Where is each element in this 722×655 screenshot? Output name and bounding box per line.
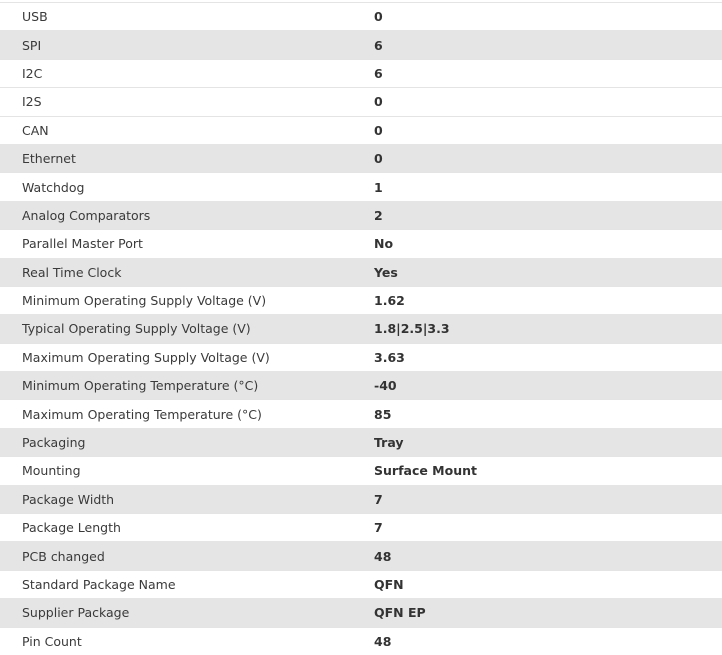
spec-row-package-length <box>0 513 722 541</box>
spec-label: Mounting <box>22 463 81 479</box>
spec-value: QFN EP <box>374 605 426 621</box>
spec-value: 85 <box>374 406 392 422</box>
spec-value: 0 <box>374 9 383 25</box>
spec-label: Typical Operating Supply Voltage (V) <box>22 321 251 337</box>
spec-label: Ethernet <box>22 151 76 167</box>
spec-row-real-time-clock <box>0 258 722 286</box>
spec-label: Pin Count <box>22 633 82 649</box>
spec-row-i2s <box>0 87 722 115</box>
spec-label: USB <box>22 9 48 25</box>
spec-row-parallel-master-port <box>0 229 722 257</box>
spec-label: I2S <box>22 94 42 110</box>
spec-row-standard-package-name <box>0 570 722 598</box>
spec-value: 1.8|2.5|3.3 <box>374 321 450 337</box>
spec-row-max-temperature <box>0 399 722 427</box>
spec-value: 0 <box>374 151 383 167</box>
spec-value: 7 <box>374 491 383 507</box>
spec-label: Standard Package Name <box>22 577 176 592</box>
spec-label: Package Width <box>22 491 115 507</box>
spec-value: QFN <box>374 577 404 592</box>
spec-label: PCB changed <box>22 548 105 564</box>
spec-row-package-width <box>0 485 722 513</box>
spec-row-pcb-changed <box>0 541 722 569</box>
spec-row-i2c <box>0 59 722 87</box>
spec-value: 6 <box>374 37 383 53</box>
spec-row-spi <box>0 30 722 58</box>
spec-row-min-temperature <box>0 371 722 399</box>
spec-row-min-supply-voltage <box>0 286 722 314</box>
spec-value: 7 <box>374 520 383 536</box>
spec-row-ethernet <box>0 144 722 172</box>
spec-value: Surface Mount <box>374 463 477 479</box>
spec-value: 2 <box>374 207 383 223</box>
spec-value: 0 <box>374 122 383 138</box>
spec-label: Parallel Master Port <box>22 236 143 252</box>
spec-row-can <box>0 116 722 144</box>
spec-label: Maximum Operating Supply Voltage (V) <box>22 349 270 365</box>
spec-value: 1 <box>374 179 383 195</box>
spec-value: No <box>374 236 394 252</box>
spec-row-watchdog <box>0 172 722 200</box>
spec-row-pin-count <box>0 627 722 655</box>
spec-label: Analog Comparators <box>22 207 151 223</box>
spec-row-supplier-package <box>0 598 722 626</box>
spec-value: 6 <box>374 65 383 81</box>
spec-row-packaging <box>0 428 722 456</box>
specifications-table <box>0 2 722 655</box>
spec-value: 0 <box>374 94 383 110</box>
spec-value: 1.62 <box>374 293 405 309</box>
spec-row-max-supply-voltage <box>0 343 722 371</box>
spec-value: -40 <box>374 378 397 394</box>
spec-label: Package Length <box>22 520 121 536</box>
spec-value: Yes <box>374 264 398 280</box>
spec-value: Tray <box>374 435 404 451</box>
spec-value: 3.63 <box>374 349 405 365</box>
spec-row-typ-supply-voltage <box>0 314 722 342</box>
spec-label: Minimum Operating Supply Voltage (V) <box>22 293 267 309</box>
spec-label: Real Time Clock <box>22 264 122 280</box>
spec-row-mounting <box>0 456 722 484</box>
spec-row-usb <box>0 2 722 30</box>
spec-row-analog-comparators <box>0 201 722 229</box>
spec-label: Minimum Operating Temperature (°C) <box>22 378 259 394</box>
spec-label: Packaging <box>22 435 86 451</box>
spec-label: I2C <box>22 65 43 81</box>
spec-label: SPI <box>22 37 42 53</box>
spec-value: 48 <box>374 548 392 564</box>
spec-label: Supplier Package <box>22 605 130 621</box>
spec-label: Maximum Operating Temperature (°C) <box>22 406 262 422</box>
spec-label: CAN <box>22 122 49 138</box>
spec-value: 48 <box>374 633 392 649</box>
spec-label: Watchdog <box>22 179 85 195</box>
